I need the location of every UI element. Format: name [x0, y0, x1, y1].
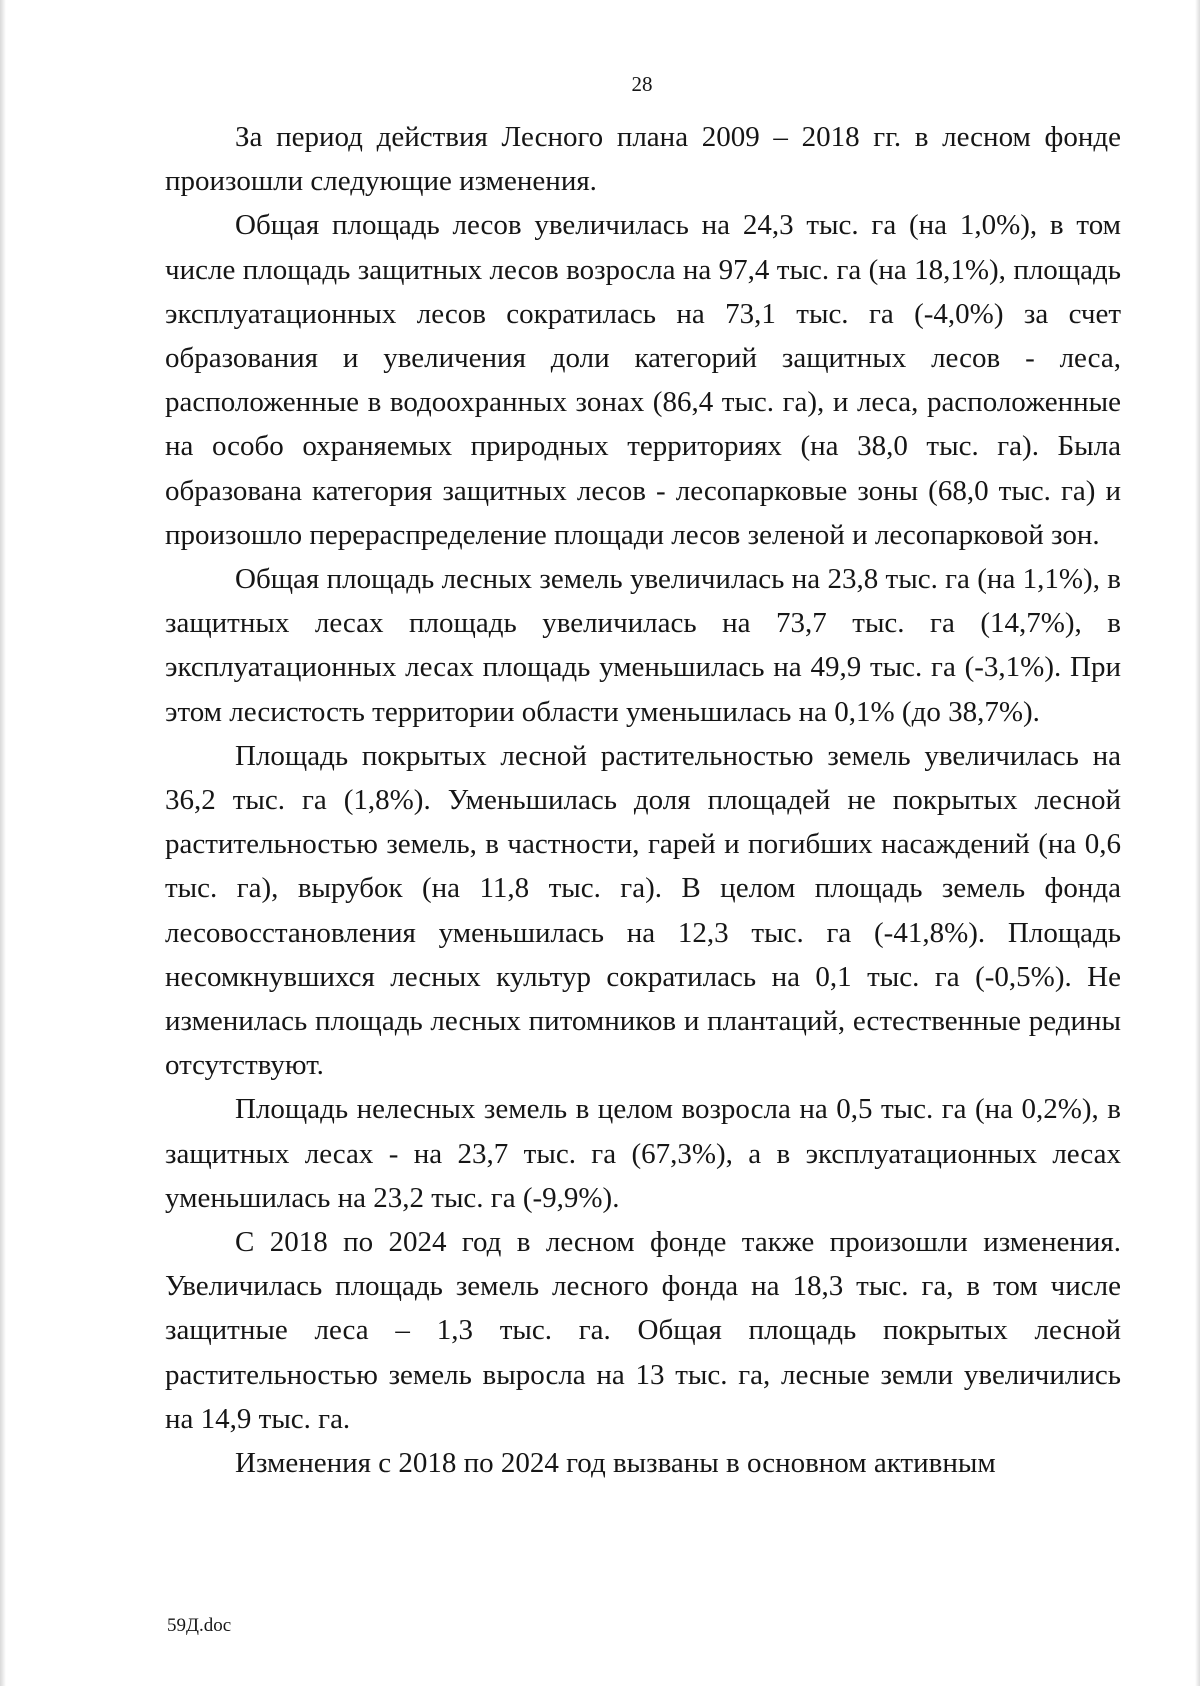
scan-edge-right: [1195, 0, 1200, 1686]
paragraph-7: Изменения с 2018 по 2024 год вызваны в основном активным: [235, 1447, 996, 1480]
paragraph-3: Общая площадь лесных земель увеличилась на 23,8 тыс. га (на 1,1%), в защитных лесах площадь увеличилась на 73,7 тыс. га (14,7%), в эксплуатационных лесах площадь уменьшилась на 49,9 тыс. га (-3,1%). При этом лесистость территории области уменьшилась на 0,1% (до 38,7%).: [165, 563, 1121, 728]
footer-filename: 59Д.doc: [167, 1615, 232, 1636]
paragraph-4: Площадь покрытых лесной растительностью земель увеличилась на 36,2 тыс. га (1,8%). Уменьшилась доля площадей не покрытых лесной растительностью земель, в частности, гарей и погибших насаждений (на 0,6 тыс. га), вырубок (на 11,8 тыс. га). В целом площадь земель фонда лесовосстановления уменьшилась на 12,3 тыс. га (-41,8%). Площадь несомкнувшихся лесных культур сократилась на 0,1 тыс. га (-0,5%). Не изменилась площадь лесных питомников и плантаций, естественные редины отсутствуют.: [165, 739, 1121, 1082]
paragraph-6: С 2018 по 2024 год в лесном фонде также произошли изменения. Увеличилась площадь земель лесного фонда на 18,3 тыс. га, в том числе защитные леса – 1,3 тыс. га. Общая площадь покрытых лесной растительностью земель выросла на 13 тыс. га, лесные земли увеличились на 14,9 тыс. га.: [165, 1226, 1121, 1435]
scan-edge-left: [0, 0, 6, 1686]
body-text: [165, 115, 1121, 1485]
paragraph-2: Общая площадь лесов увеличилась на 24,3 тыс. га (на 1,0%), в том числе площадь защитных лесов возросла на 97,4 тыс. га (на 18,1%), площадь эксплуатационных лесов сократилась на 73,1 тыс. га (-4,0%) за счет образования и увеличения доли категорий защитных лесов - леса, расположенные в водоохранных зонах (86,4 тыс. га), и леса, расположенные на особо охраняемых природных территориях (на 38,0 тыс. га). Была образована категория защитных лесов - лесопарковые зоны (68,0 тыс. га) и произошло перераспределение площади лесов зеленой и лесопарковой зон.: [165, 209, 1121, 551]
page-number: 28: [631, 72, 653, 96]
paragraph-5: Площадь нелесных земель в целом возросла на 0,5 тыс. га (на 0,2%), в защитных лесах - на 23,7 тыс. га (67,3%), а в эксплуатационных лесах уменьшилась на 23,2 тыс. га (-9,9%).: [165, 1093, 1121, 1214]
paragraph-1: За период действия Лесного плана 2009 – 2018 гг. в лесном фонде произошли следующие изменения.: [165, 121, 1121, 198]
